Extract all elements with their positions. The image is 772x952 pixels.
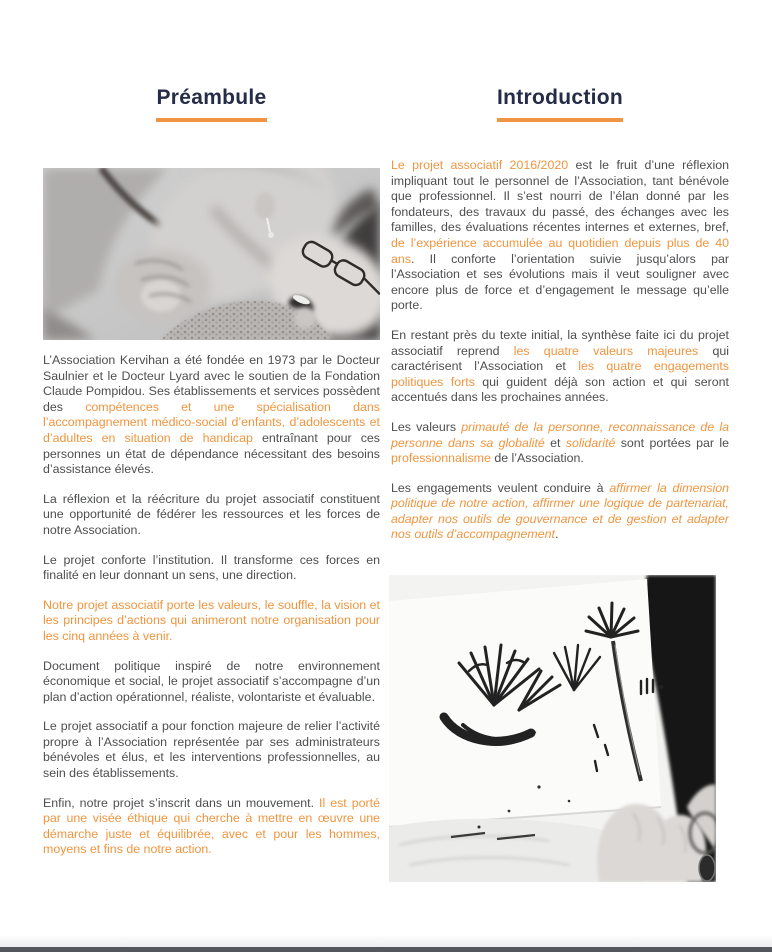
text-segment: L’Association Kervihan a été fondée en 1973 par le Docteur Saulnier et le Docteur Lyard avec le soutien de la Fondation Claude Pompidou. Ses établissements et services possèdent des (43, 353, 380, 414)
text-segment: Notre projet associatif porte les valeurs, le souffle, la vision et les principes d’actions qui animeront notre organisation pour les cinq années à venir. (43, 597, 380, 643)
text-segment: entraînant pour ces personnes un état de dépendance nécessitant des besoins d’assistance élevés. (43, 430, 380, 477)
text-segment: de l’Association. (490, 451, 584, 466)
introduction-title-text: Introduction (497, 86, 623, 122)
preambule-title (43, 86, 380, 122)
text-segment: solidarité (565, 435, 616, 450)
text-segment: Il est porté par une visée éthique qui cherche à mettre en œuvre une démarche juste et équilibrée, avec et pour les hommes, moyens et fins de notre action. (43, 795, 380, 857)
text-segment: qui caractérisent l’Association et (391, 343, 729, 374)
preambule-title-text: Préambule (156, 86, 266, 122)
text-segment: compétences et une spécialisation dans l’accompagnement médico-social d’enfants, d’adolescents et d’adultes en situation de handicap (43, 399, 381, 445)
paragraph (43, 492, 380, 539)
page-edge-fade (0, 935, 772, 947)
painting-hands-photo-art (389, 575, 716, 882)
text-segment: Le projet conforte l’institution. Il transforme ces forces en finalité en leur donnant un sens, une direction. (43, 552, 380, 583)
paragraph (43, 796, 380, 858)
paragraph (43, 598, 380, 645)
text-segment: . Il conforte l’orientation suivie jusqu’alors par l’Association et ses évolutions mais il veut souligner avec encore plus de force et d’engagement le message qu’elle porte. (391, 251, 729, 313)
paragraph (43, 659, 380, 706)
paragraph (391, 328, 729, 406)
preambule-text (43, 353, 380, 872)
introduction-text (391, 158, 729, 557)
paragraph (43, 353, 380, 478)
text-segment: les quatre valeurs majeures (513, 343, 699, 358)
text-segment: primauté de la personne, reconnaissance de la personne dans sa globalité (391, 419, 729, 450)
text-segment: . (554, 527, 559, 542)
text-segment: est le fruit d’une réflexion impliquant tout le personnel de l’Association, tant bénévole que professionnel. Il s’est nourri de l’élan donné par les fondateurs, des travaux du passé, des échanges avec les familles, des évaluations récentes internes et externes, bref, (391, 158, 730, 235)
text-segment: affirmer la dimension politique de notre action, affirmer une logique de partenariat, adapter nos outils de gouvernance et de gestion et adapter nos outils d’accompagnement (391, 480, 729, 542)
painting-hands-photo (389, 575, 716, 882)
text-segment: les quatre engagements politiques forts (391, 359, 729, 389)
text-segment: Document politique inspiré de notre environnement économique et social, le projet associatif s’accompagne d’un plan d’action opérationnel, réaliste, volontariste et évaluable. (43, 658, 380, 704)
text-segment: professionnalisme (391, 451, 491, 466)
caregiver-child-photo-art (43, 168, 380, 340)
paragraph (43, 553, 380, 584)
paragraph (391, 420, 729, 467)
text-segment: Le projet associatif a pour fonction majeure de relier l’activité propre à l’Association représentée par ses administrateurs bénévoles et élus, et les interventions professionnelles, au sein des établissements. (43, 719, 380, 781)
introduction-title (391, 86, 729, 122)
text-segment: qui guident déjà son action et qui seront accentués dans les prochaines années. (391, 374, 729, 405)
paragraph (391, 158, 729, 314)
text-segment: sont portées par le (615, 435, 730, 450)
paragraph (391, 481, 729, 543)
text-segment: et (544, 435, 566, 450)
text-segment: Enfin, notre projet s’inscrit dans un mouvement. (43, 795, 320, 810)
text-segment: de l’expérience accumulée au quotidien depuis plus de 40 ans (391, 235, 729, 266)
page-edge-bar (0, 947, 772, 952)
text-segment: Les valeurs (391, 419, 462, 434)
text-segment: En restant près du texte initial, la synthèse faite ici du projet associatif reprend (391, 327, 729, 358)
text-segment: La réflexion et la réécriture du projet associatif constituent une opportunité de fédérer les ressources et les forces de notre Association. (43, 491, 380, 537)
text-segment: Le projet associatif 2016/2020 (391, 158, 569, 172)
caregiver-child-photo (43, 168, 380, 340)
paragraph (43, 719, 380, 781)
text-segment: Les engagements veulent conduire à (391, 480, 610, 495)
